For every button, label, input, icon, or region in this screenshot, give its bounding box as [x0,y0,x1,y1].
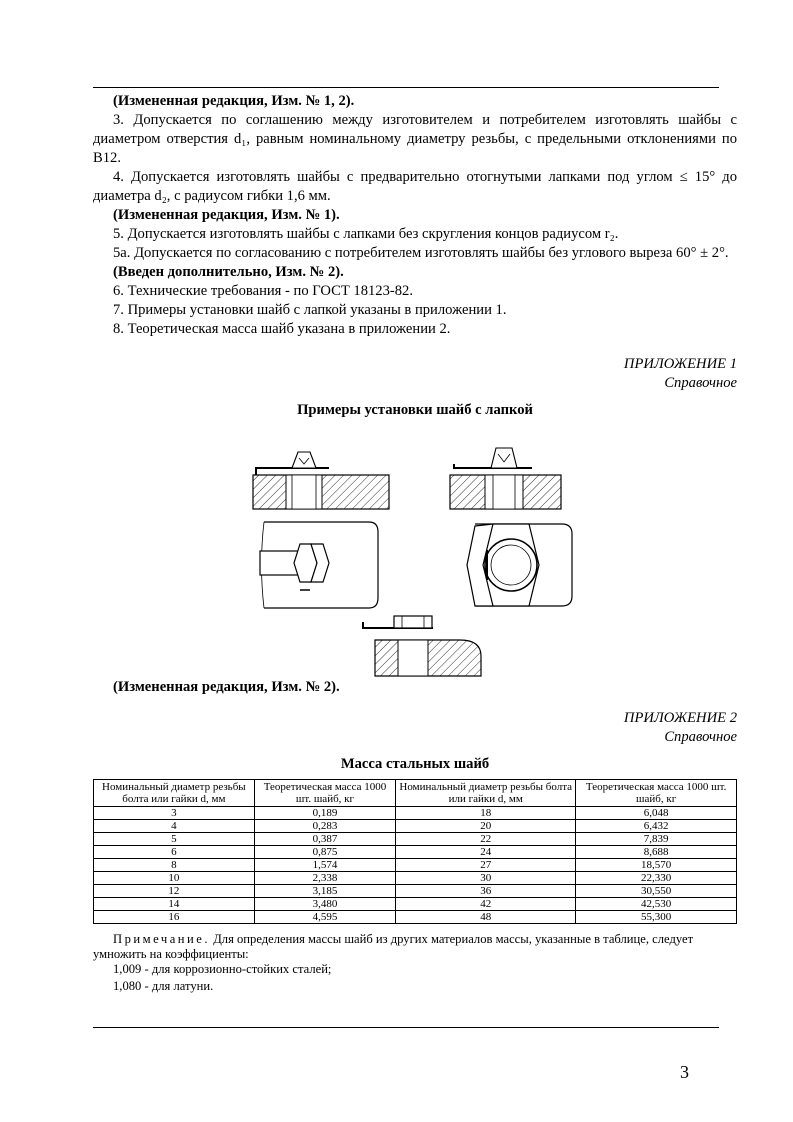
paragraph-3: 3. Допускается по соглашению между изготовителем и потребителем изготовлять шайбы с диаметром отверстия d₁, равным номинальному диаметру резьбы, с предельными отклонениями по В12. [93,112,737,166]
table-row [94,911,737,924]
top-rule [93,87,719,88]
cell: 3 [94,807,255,820]
cell: 3,480 [254,898,395,911]
installation-drawings [93,420,737,678]
table-row [94,833,737,846]
revision-note: (Измененная редакция, Изм. № 1). [113,207,340,223]
revision-note: (Введен дополнительно, Изм. № 2). [113,264,344,280]
cell: 4 [94,820,255,833]
cell: 24 [396,846,576,859]
cell: 2,338 [254,872,395,885]
appendix-type: Справочное [664,375,737,391]
cell: 6,048 [576,807,737,820]
cell: 22 [396,833,576,846]
table-row [94,820,737,833]
paragraph-5: 5. Допускается изготовлять шайбы с лапками без скругления концов радиусом r₂. [113,226,619,242]
cell: 14 [94,898,255,911]
cell: 16 [94,911,255,924]
cell: 22,330 [576,872,737,885]
appendix-label: ПРИЛОЖЕНИЕ 2 [623,710,737,726]
example-1-section [253,452,389,509]
paragraph-6: 6. Технические требования - по ГОСТ 18123-82. [113,283,413,299]
cell: 30,550 [576,885,737,898]
header-mass: Теоретическая масса 1000 шт. шайб, кг [254,780,395,807]
cell: 0,283 [254,820,395,833]
cell: 30 [396,872,576,885]
note-label: Примечание. [113,932,211,946]
coefficient-line: 1,080 - для латуни. [113,979,214,993]
cell: 27 [396,859,576,872]
cell: 18,570 [576,859,737,872]
cell: 0,387 [254,833,395,846]
cell: 4,595 [254,911,395,924]
table-title: Масса стальных шайб [340,756,490,772]
table-row [94,859,737,872]
cell: 8,688 [576,846,737,859]
cell: 55,300 [576,911,737,924]
cell: 42 [396,898,576,911]
cell: 48 [396,911,576,924]
table-row [94,898,737,911]
cell: 7,839 [576,833,737,846]
header-diameter: Номинальный диаметр резьбы болта или гайки d, мм [94,780,255,807]
table-note [93,932,737,962]
cell: 3,185 [254,885,395,898]
table-row [94,807,737,820]
cell: 5 [94,833,255,846]
page-number: 3 [680,1062,689,1082]
page-content [93,92,737,994]
bottom-rule [93,1027,719,1028]
paragraph-5a: 5а. Допускается по согласованию с потребителем изготовлять шайбы без углового выреза 60° ± 2°. [113,245,729,261]
cell: 8 [94,859,255,872]
cell: 0,189 [254,807,395,820]
revision-note: (Измененная редакция, Изм. № 1, 2). [113,93,355,109]
cell: 36 [396,885,576,898]
appendix-label: ПРИЛОЖЕНИЕ 1 [623,356,737,372]
appendix-type: Справочное [664,729,737,745]
paragraph-4: 4. Допускается изготовлять шайбы с предварительно отогнутыми лапками под углом ≤ 15° до диаметра d₂, с радиусом гибки 1,6 мм. [93,169,737,204]
note-text: Для определения массы шайб из других материалов массы, указанные в таблице, следует умножить на коэффициенты: [93,932,694,961]
header-diameter: Номинальный диаметр резьбы болта или гайки d, мм [396,780,576,807]
paragraph-8: 8. Теоретическая масса шайб указана в приложении 2. [113,321,451,337]
installation-figure [93,420,737,678]
cell: 20 [396,820,576,833]
cell: 12 [94,885,255,898]
example-3-section [363,616,481,676]
cell: 1,574 [254,859,395,872]
cell: 10 [94,872,255,885]
mass-table [93,779,737,924]
cell: 6 [94,846,255,859]
table-header-row [94,780,737,807]
header-mass: Теоретическая масса 1000 шт. шайб, кг [576,780,737,807]
cell: 42,530 [576,898,737,911]
cell: 6,432 [576,820,737,833]
paragraph-7: 7. Примеры установки шайб с лапкой указаны в приложении 1. [113,302,507,318]
cell: 18 [396,807,576,820]
coefficient-line: 1,009 - для коррозионно-стойких сталей; [113,962,332,976]
table-row [94,885,737,898]
cell: 0,875 [254,846,395,859]
appendix-title: Примеры установки шайб с лапкой [297,402,533,418]
example-1-plan [260,522,378,608]
table-row [94,872,737,885]
table-row [94,846,737,859]
example-2-plan [467,524,572,606]
revision-note: (Измененная редакция, Изм. № 2). [113,679,340,695]
example-2-section [450,448,561,509]
